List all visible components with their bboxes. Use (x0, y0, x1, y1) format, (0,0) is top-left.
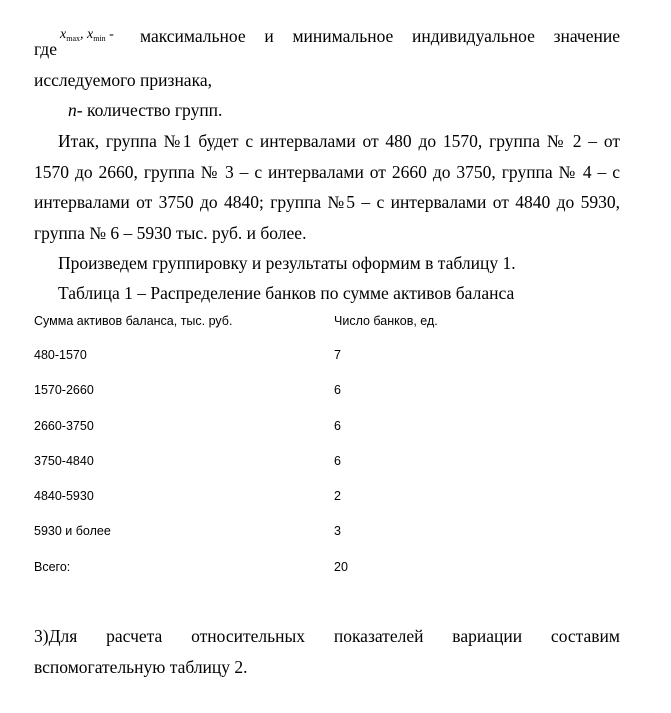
formula-var-min: x (87, 27, 94, 42)
formula-sub-min: min (93, 34, 106, 43)
formula-xmax-xmin: $x_{max}$, $x_{min}$ - (60, 27, 114, 43)
table-header-assets: Сумма активов баланса, тыс. руб. (34, 314, 233, 328)
table-caption: Таблица 1 – Распределение банков по сумме активов баланса (58, 283, 515, 303)
formula-description: максимальное и минимальное индивидуальное значение (140, 26, 620, 46)
table-cell-range: 3750-4840 (34, 454, 94, 468)
table-cell-range: 1570-2660 (34, 383, 94, 397)
paragraph1-line3: интервалами от 3750 до 4840; группа №5 – с интервалами от 4840 до 5930, (34, 192, 620, 212)
text-line-feature: исследуемого признака, (34, 70, 212, 90)
table-cell-total-label: Всего: (34, 560, 71, 574)
table-cell-range: 2660-3750 (34, 419, 94, 433)
paragraph1-line4: группа № 6 – 5930 тыс. руб. и более. (34, 223, 307, 243)
groups-text: - количество групп. (76, 100, 223, 120)
var-n: n (68, 100, 77, 120)
table-cell-count: 6 (334, 454, 341, 468)
paragraph1-line2: 1570 до 2660, группа № 3 – с интервалами от 2660 до 3750, группа № 4 – с (34, 162, 620, 182)
formula-sub-max: max (66, 34, 80, 43)
formula-var-max: x (60, 27, 67, 42)
table-cell-count: 6 (334, 419, 341, 433)
paragraph2: Произведем группировку и результаты оформим в таблицу 1. (58, 253, 516, 273)
paragraph1-line1: Итак, группа №1 будет с интервалами от 480 до 1570, группа № 2 – от (58, 131, 620, 151)
table-cell-total-value: 20 (334, 560, 348, 574)
text-line-groups (68, 102, 222, 120)
table-cell-count: 2 (334, 489, 341, 503)
formula-dash: - (109, 27, 114, 42)
table-cell-count: 6 (334, 383, 341, 397)
where-word: где (34, 39, 57, 59)
table-cell-count: 7 (334, 348, 341, 362)
table-cell-range: 480-1570 (34, 348, 87, 362)
table-header-count: Число банков, ед. (334, 314, 438, 328)
table-cell-count: 3 (334, 524, 341, 538)
final-line1: 3)Для расчета относительных показателей вариации составим (34, 626, 620, 646)
table-cell-range: 4840-5930 (34, 489, 94, 503)
final-line2: вспомогательную таблицу 2. (34, 657, 248, 677)
table-cell-range: 5930 и более (34, 524, 111, 538)
